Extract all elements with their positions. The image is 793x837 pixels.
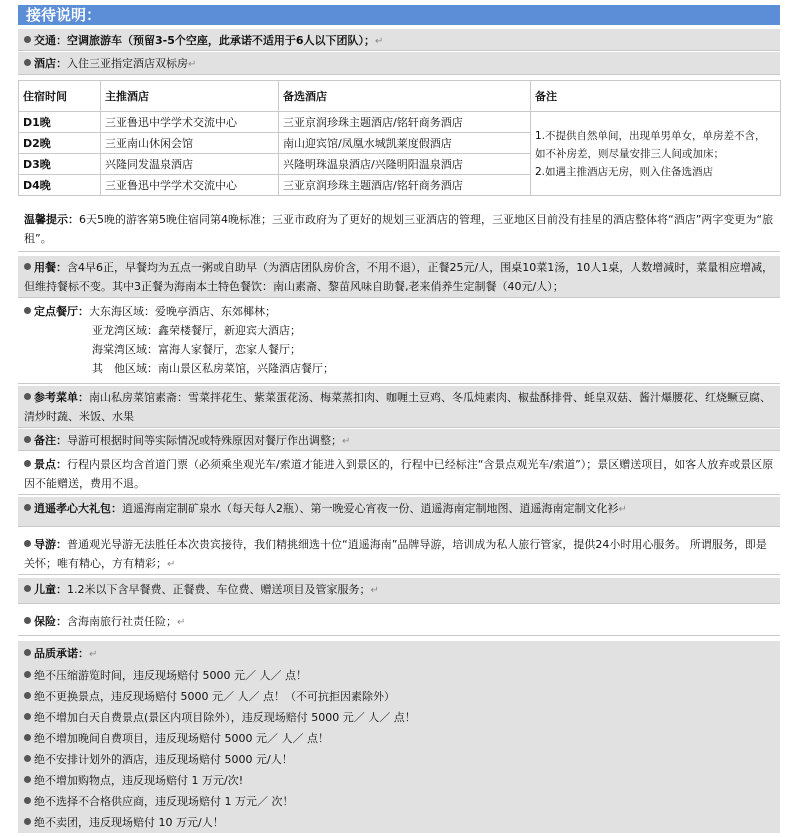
scenic-label: 景点： [34,458,67,471]
remark-text: 导游可根据时间等实际情况或特殊原因对餐厅作出调整； [67,434,342,447]
quality-item-text: 绝不卖团，违反现场赔付 10 万元/人！ [34,816,224,829]
main-hotel-cell: 三亚鲁迅中学学术交流中心 [101,112,279,133]
hotel-table [18,80,781,196]
hotel-table-header [19,81,781,112]
hotel-note-cell [531,112,781,196]
list-item [24,686,774,707]
bullet-icon [24,504,31,511]
paragraph-mark-icon: ↵ [177,617,186,628]
bullet-icon [24,436,31,443]
bullet-icon [24,797,31,804]
child-label: 儿童： [34,583,67,596]
bullet-icon [24,540,31,547]
bullet-icon [24,713,31,720]
transport-label: 交通： [34,34,67,47]
main-hotel-cell: 三亚鲁迅中学学术交流中心 [101,175,279,196]
list-item [24,665,774,686]
gift-label: 逍遥孝心大礼包： [34,502,122,515]
meal-text: 含4早6正，早餐均为五点一粥或自助早（为酒店团队房价含，不用不退），正餐25元/人，围桌10菜1汤，10人1桌，人数增减时，菜量相应增减，但维持餐标不变。其中3正餐为海南本土特色餐饮：南山素斋、黎苗风味自助餐,老来俏养生定制餐（40元/人）； [24,261,774,293]
paragraph-mark-icon: ↵ [188,59,197,70]
bullet-icon [24,649,31,656]
list-item [24,728,774,749]
scenic-text: 行程内景区均含首道门票（必须乘坐观光车/索道才能进入到景区的，行程中已经标注“含景点观光车/索道”）；景区赠送项目，如客人放弃或景区原因不能赠送，费用不退。 [24,458,774,490]
main-hotel-cell: 三亚南山休闲会馆 [101,133,279,154]
quality-item-text: 绝不选择不合格供应商，违反现场赔付 1 万元／ 次！ [34,795,294,808]
restaurant-area: 大东海区域： [89,305,155,318]
hotel-text: 入住三亚指定酒店双标房 [67,57,188,70]
quality-item-text: 绝不安排计划外的酒店，违反现场赔付 5000 元/人！ [34,753,293,766]
insurance-row [18,610,780,636]
hotel-label: 酒店： [34,57,67,70]
section-title [18,5,780,25]
insurance-text: 含海南旅行社责任险； [67,615,177,628]
scenic-row [18,453,780,495]
list-item [24,791,774,812]
day-cell: D2晚 [19,133,101,154]
restaurant-name: 鑫荣楼餐厅，新迎宾大酒店； [158,324,301,337]
bullet-icon [24,671,31,678]
guide-text: 普通观光导游无法胜任本次贵宾接待，我们精挑细选十位“逍遥海南”品牌导游，培训成为私人旅行管家，提供24小时用心服务。 [67,538,690,551]
header-cell: 住宿时间 [19,81,101,112]
day-cell: D3晚 [19,154,101,175]
alt-hotel-cell: 兴隆明珠温泉酒店/兴隆明阳温泉酒店 [279,154,531,175]
insurance-label: 保险： [34,615,67,628]
hotel-note-1: 1.不提供自然单间，出现单男单女，单房差不含，如不补房差，则尽量安排三人间或加床； [535,129,766,160]
quality-row [18,641,780,833]
alt-hotel-cell: 三亚京润珍珠主题酒店/铭轩商务酒店 [279,112,531,133]
list-item [24,749,774,770]
bullet-icon [24,692,31,699]
paragraph-mark-icon: ↵ [89,649,98,660]
tip-row [18,208,780,252]
paragraph-mark-icon: ↵ [167,559,176,570]
restaurant-area: 海棠湾区域： [92,343,158,356]
restaurants-row [18,300,780,384]
bullet-icon [24,36,31,43]
day-cell: D1晚 [19,112,101,133]
alt-hotel-cell: 三亚京润珍珠主题酒店/铭轩商务酒店 [279,175,531,196]
child-text: 1.2米以下含早餐费、正餐费、车位费、赠送项目及管家服务； [67,583,371,596]
bullet-icon [24,818,31,825]
paragraph-mark-icon: ↵ [370,585,379,596]
gift-row [18,497,780,527]
bullet-icon [24,263,31,270]
restaurant-name: 富海人家餐厅，恋家人餐厅； [158,343,301,356]
quality-item-text: 绝不增加晚间自费项目，违反现场赔付 5000 元／ 人／ 点！ [34,732,329,745]
main-hotel-cell: 兴隆同发温泉酒店 [101,154,279,175]
quality-item-text: 绝不更换景点，违反现场赔付 5000 元／ 人／ 点！（不可抗拒因素除外） [34,690,395,703]
day-cell: D4晚 [19,175,101,196]
restaurant-area: 其 他区域： [92,362,158,375]
guide-row [18,533,780,575]
table-row [19,112,781,133]
transport-text: 空调旅游车（预留3-5个空座，此承诺不适用于6人以下团队）； [67,34,376,47]
quality-item-text: 绝不增加购物点，违反现场赔付 1 万元/次! [34,774,244,787]
list-item [24,770,774,791]
meal-label: 用餐： [34,261,67,274]
guide-label: 导游： [34,538,67,551]
transport-row [18,29,780,51]
tip-label: 温馨提示： [24,213,79,226]
header-cell: 主推酒店 [101,81,279,112]
alt-hotel-cell: 南山迎宾馆/凤凰水城凯莱度假酒店 [279,133,531,154]
header-cell: 备注 [531,81,781,112]
paragraph-mark-icon: ↵ [375,36,384,47]
meal-row [18,256,780,298]
bullet-icon [24,460,31,467]
menu-text: 南山私房菜馆素斋：雪菜拌花生、紫菜蛋花汤、梅菜蒸扣肉、咖喱土豆鸡、冬瓜炖素肉、椒盐酥排骨、蚝皇双菇、酱汁爆腰花、红烧鳜豆腐、清炒时蔬、米饭、水果 [24,391,771,423]
restaurant-name: 南山景区私房菜馆，兴隆酒店餐厅； [158,362,334,375]
quality-label: 品质承诺： [34,647,89,660]
bullet-icon [24,776,31,783]
gift-text: 逍遥海南定制矿泉水（每天每人2瓶）、第一晚爱心宵夜一份、逍遥海南定制地图、逍遥海南定制文化衫 [122,502,619,515]
paragraph-mark-icon: ↵ [618,504,627,515]
bullet-icon [24,734,31,741]
restaurant-name: 爱晚亭酒店、东郊椰林； [155,305,276,318]
bullet-icon [24,755,31,762]
menu-label: 参考菜单： [34,391,89,404]
bullet-icon [24,617,31,624]
child-row [18,578,780,604]
restaurants-label: 定点餐厅： [34,305,89,318]
bullet-icon [24,393,31,400]
paragraph-mark-icon: ↵ [342,436,351,447]
restaurant-area: 亚龙湾区域： [92,324,158,337]
list-item [24,812,774,833]
hotel-note-2: 2.如遇主推酒店无房，则入住备选酒店 [535,165,714,178]
header-cell: 备选酒店 [279,81,531,112]
remark-row [18,429,780,451]
bullet-icon [24,307,31,314]
hotel-row [18,52,780,75]
remark-label: 备注： [34,434,67,447]
menu-row [18,386,780,428]
bullet-icon [24,59,31,66]
tip-text: 6天5晚的游客第5晚住宿同第4晚标准；三亚市政府为了更好的规划三亚酒店的管理，三亚地区目前没有挂星的酒店整体将“酒店”两字变更为“旅租”。 [24,213,774,245]
quality-item-text: 绝不压缩游览时间，违反现场赔付 5000 元／ 人／ 点！ [34,669,307,682]
bullet-icon [24,585,31,592]
list-item [24,707,774,728]
guide-text-2: 所谓服务，即是关怀；唯有精心，方有精彩； [24,538,767,570]
quality-item-text: 绝不增加白天自费景点(景区内项目除外），违反现场赔付 5000 元／ 人／ 点！ [34,711,416,724]
section-title-text: 接待说明： [26,6,102,24]
